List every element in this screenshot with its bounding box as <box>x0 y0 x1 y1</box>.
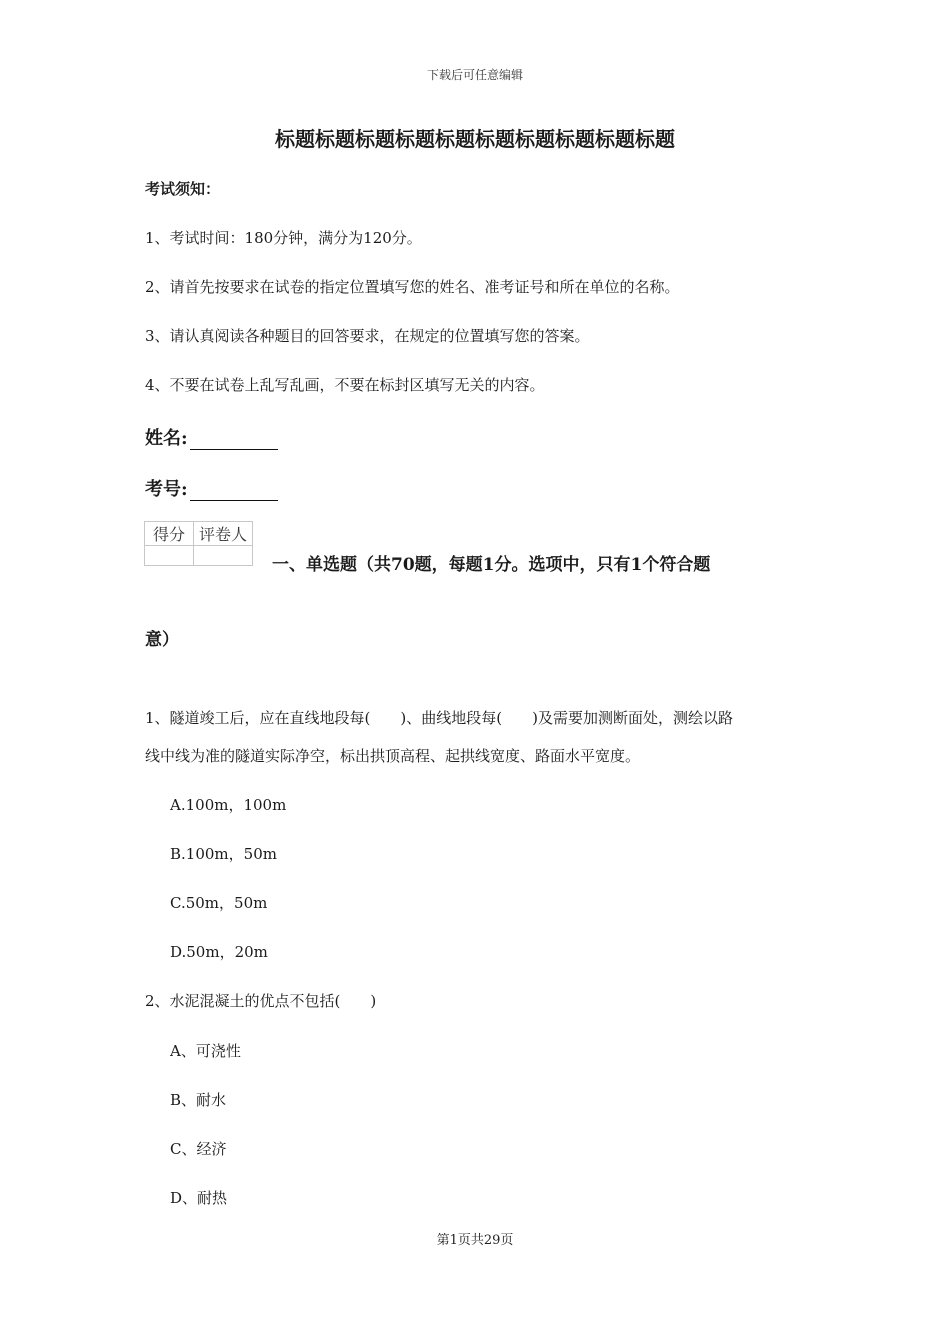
answer-option: B、耐水 <box>170 1091 227 1109</box>
answer-option: A、可浇性 <box>170 1042 241 1060</box>
notice-item: 3、请认真阅读各种题目的回答要求，在规定的位置填写您的答案。 <box>145 327 590 345</box>
section-title: 一、单选题（共70题，每题1分。选项中，只有1个符合题 <box>272 555 711 575</box>
name-blank[interactable] <box>190 431 278 450</box>
answer-option: B.100m，50m <box>170 845 277 863</box>
grader-cell[interactable] <box>194 546 253 566</box>
question-stem: 1、隧道竣工后，应在直线地段每( )、曲线地段每( )及需要加测断面处，测绘以路 <box>145 709 733 727</box>
section-title-continued: 意） <box>145 630 179 650</box>
name-label: 姓名: <box>145 428 188 449</box>
notice-item: 2、请首先按要求在试卷的指定位置填写您的姓名、准考证号和所在单位的名称。 <box>145 278 680 296</box>
notice-item: 1、考试时间：180分钟，满分为120分。 <box>145 229 422 247</box>
id-label: 考号: <box>145 479 188 500</box>
document-title: 标题标题标题标题标题标题标题标题标题标题 <box>275 127 675 151</box>
header-note: 下载后可任意编辑 <box>426 68 523 82</box>
score-cell[interactable] <box>145 546 194 566</box>
score-header: 得分 <box>145 522 194 546</box>
question-stem: 2、水泥混凝土的优点不包括( ) <box>145 992 377 1010</box>
id-field <box>145 475 278 501</box>
grader-header: 评卷人 <box>194 522 253 546</box>
answer-option: C.50m，50m <box>170 894 268 912</box>
notice-heading: 考试须知： <box>145 180 221 198</box>
score-table <box>144 521 253 566</box>
question-stem: 线中线为准的隧道实际净空，标出拱顶高程、起拱线宽度、路面水平宽度。 <box>145 747 641 765</box>
id-blank[interactable] <box>190 482 278 501</box>
answer-option: D.50m，20m <box>170 943 268 961</box>
answer-option: A.100m，100m <box>170 796 287 814</box>
answer-option: D、耐热 <box>170 1189 228 1207</box>
notice-item: 4、不要在试卷上乱写乱画，不要在标封区填写无关的内容。 <box>145 376 545 394</box>
answer-option: C、经济 <box>170 1140 227 1158</box>
page-number: 第1页共29页 <box>436 1233 514 1248</box>
name-field <box>145 424 278 450</box>
